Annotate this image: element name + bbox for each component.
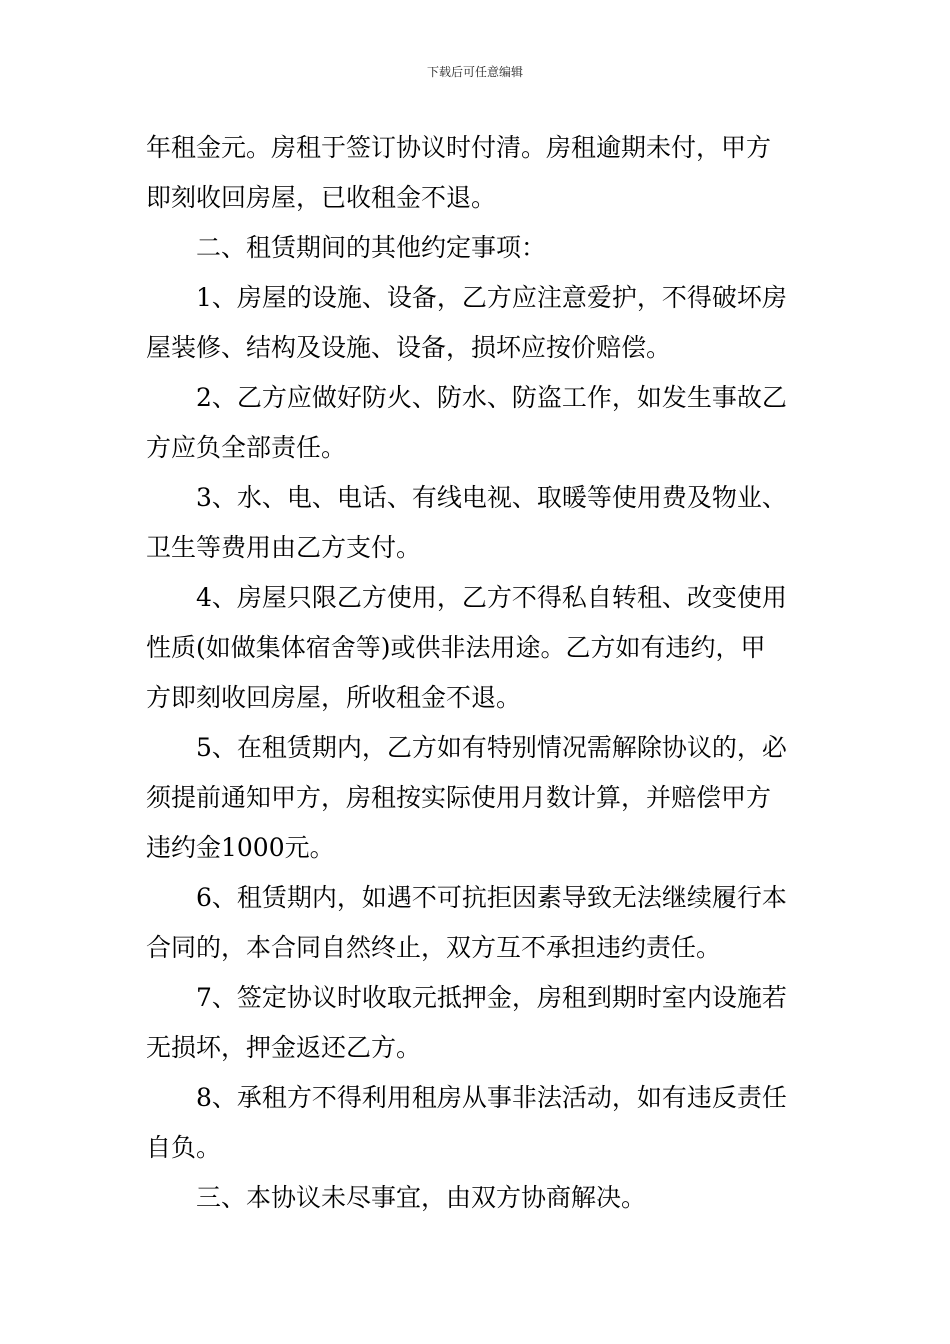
page-header: 下载后可任意编辑 <box>426 65 523 79</box>
text-line: 1、房屋的设施、设备，乙方应注意爱护，不得破坏房 <box>196 283 787 312</box>
text-line: 二、租赁期间的其他约定事项： <box>196 233 547 262</box>
text-line: 4、房屋只限乙方使用，乙方不得私自转租、改变使用 <box>196 583 787 612</box>
text-line: 2、乙方应做好防火、防水、防盗工作，如发生事故乙 <box>196 383 787 412</box>
text-line: 即刻收回房屋，已收租金不退。 <box>146 183 497 212</box>
text-line: 方应负全部责任。 <box>146 433 347 462</box>
text-line: 8、承租方不得利用租房从事非法活动，如有违反责任 <box>196 1083 787 1112</box>
text-line: 三、本协议未尽事宜，由双方协商解决。 <box>196 1183 647 1212</box>
document-body <box>146 123 810 1223</box>
text-line: 屋装修、结构及设施、设备，损坏应按价赔偿。 <box>146 333 672 362</box>
text-line: 性质(如做集体宿舍等)或供非法用途。乙方如有违约，甲 <box>146 633 766 662</box>
text-line: 3、水、电、电话、有线电视、取暖等使用费及物业、 <box>196 483 787 512</box>
text-line: 合同的，本合同自然终止，双方互不承担违约责任。 <box>146 933 722 962</box>
text-line: 5、在租赁期内，乙方如有特别情况需解除协议的，必 <box>196 733 787 762</box>
text-line: 违约金1000元。 <box>146 833 335 862</box>
text-line: 方即刻收回房屋，所收租金不退。 <box>146 683 522 712</box>
text-line: 须提前通知甲方，房租按实际使用月数计算，并赔偿甲方 <box>146 783 772 812</box>
text-line: 无损坏，押金返还乙方。 <box>146 1033 422 1062</box>
text-line: 6、租赁期内，如遇不可抗拒因素导致无法继续履行本 <box>196 883 787 912</box>
text-line: 自负。 <box>146 1133 222 1162</box>
text-line: 7、签定协议时收取元抵押金，房租到期时室内设施若 <box>196 983 787 1012</box>
text-line: 卫生等费用由乙方支付。 <box>146 533 422 562</box>
text-line: 年租金元。房租于签订协议时付清。房租逾期未付，甲方 <box>146 133 772 162</box>
